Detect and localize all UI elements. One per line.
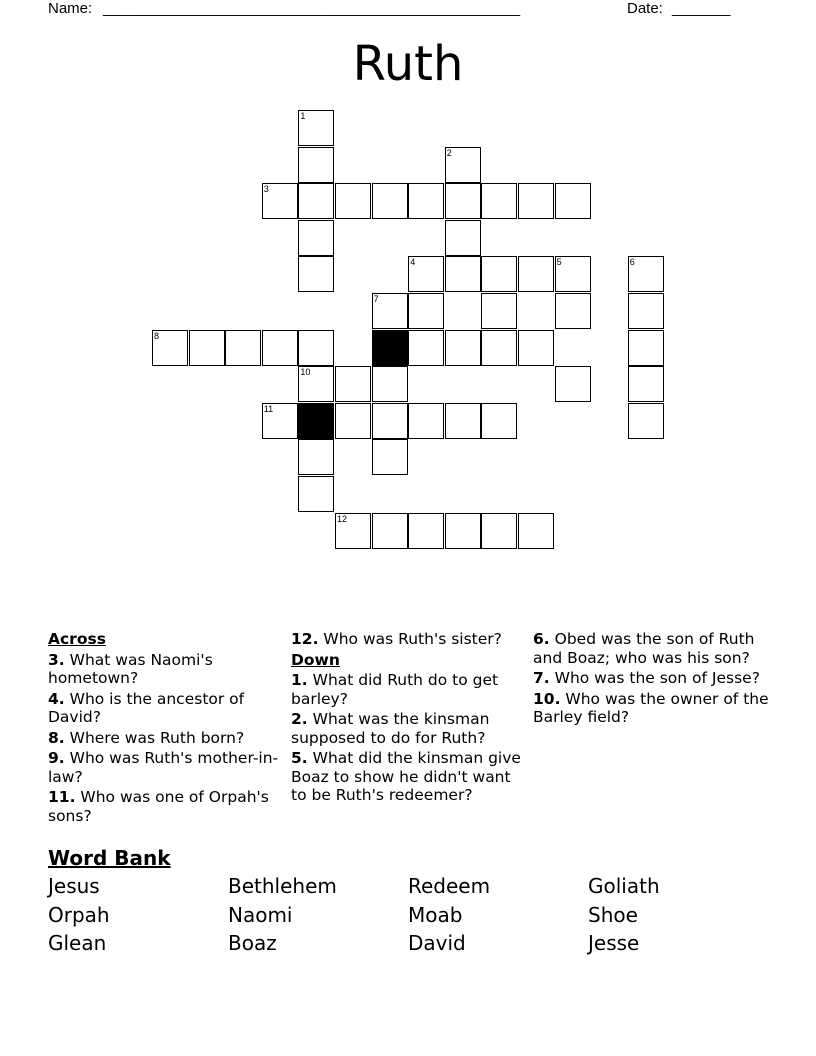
grid-cell[interactable] [445,513,481,549]
grid-cell[interactable] [298,110,334,146]
name-line: __________________________________________________ [103,0,521,17]
grid-cell[interactable] [262,183,298,219]
grid-cell[interactable] [262,330,298,366]
black-cell [372,330,408,366]
clue-down-7: 7. Who was the son of Jesse? [533,669,760,687]
grid-cell[interactable] [518,256,554,292]
grid-cell[interactable] [518,330,554,366]
grid-cell[interactable] [481,183,517,219]
clue-down-5: 5. What did the kinsman give Boaz to show he didn't want to be Ruth's redeemer? [291,749,521,804]
word-bank-item: David [408,931,466,955]
grid-cell[interactable] [445,147,481,183]
grid-cell[interactable] [518,513,554,549]
date-line: _______ [672,0,731,17]
clue-number: 11 [263,403,274,414]
clue-number: 7 [373,294,379,304]
grid-cell[interactable] [298,220,334,256]
clue-number: 1 [300,111,306,121]
grid-cell[interactable] [335,366,371,402]
word-bank-item: Naomi [228,903,293,927]
clue-down-10: 10. Who was the owner of the Barley field? [533,689,769,726]
grid-cell[interactable] [445,256,481,292]
grid-cell[interactable] [628,256,664,292]
clue-across-12: 12. Who was Ruth's sister? [291,630,502,648]
grid-cell[interactable] [481,330,517,366]
word-bank-title: Word Bank [48,846,171,870]
grid-cell[interactable] [445,183,481,219]
down-heading: Down [291,650,340,669]
black-cell [298,403,334,439]
clue-across-11: 11. Who was one of Orpah's sons? [48,788,269,825]
clue-number: 10 [300,367,311,378]
grid-cell[interactable] [335,183,371,219]
clue-across-3: 3. What was Naomi's hometown? [48,650,213,687]
clue-down-2: 2. What was the kinsman supposed to do for Ruth? [291,710,490,747]
clues-column-2 [291,630,523,807]
page-title: Ruth [352,36,464,92]
grid-cell[interactable] [628,330,664,366]
grid-cell[interactable] [225,330,261,366]
grid-cell[interactable] [481,403,517,439]
clue-across-4: 4. Who is the ancestor of David? [48,689,245,726]
grid-cell[interactable] [408,183,444,219]
grid-cell[interactable] [408,256,444,292]
grid-cell[interactable] [555,256,591,292]
clue-number: 4 [410,257,416,268]
clue-number: 3 [263,184,269,195]
clues-column-1 [48,630,280,827]
grid-cell[interactable] [335,513,371,549]
clue-down-6: 6. Obed was the son of Ruth and Boaz; who was his son? [533,630,755,667]
grid-cell[interactable] [628,366,664,402]
grid-cell[interactable] [372,366,408,402]
grid-cell[interactable] [408,293,444,329]
name-label: Name: [48,0,93,17]
grid-cell[interactable] [298,183,334,219]
clue-across-8: 8. Where was Ruth born? [48,728,245,747]
grid-cell[interactable] [372,439,408,475]
grid-cell[interactable] [372,403,408,439]
grid-cell[interactable] [298,256,334,292]
grid-cell[interactable] [445,330,481,366]
word-bank-item: Shoe [588,903,638,927]
grid-cell[interactable] [481,513,517,549]
word-bank-item: Boaz [228,931,277,955]
grid-cell[interactable] [298,330,334,366]
date-label: Date: [627,0,663,17]
grid-cell[interactable] [628,293,664,329]
grid-cell[interactable] [555,366,591,402]
clue-down-1: 1. What did Ruth do to get barley? [291,671,499,708]
grid-cell[interactable] [628,403,664,439]
word-bank-item: Redeem [408,874,491,898]
grid-cell[interactable] [298,147,334,183]
clue-number: 12 [337,513,348,524]
grid-cell[interactable] [445,403,481,439]
word-bank-item: Goliath [588,874,660,898]
word-bank-item: Orpah [48,903,110,927]
word-bank-item: Glean [48,931,107,955]
clues-column-3 [533,630,769,729]
grid-cell[interactable] [298,439,334,475]
grid-cell[interactable] [298,476,334,512]
grid-cell[interactable] [555,293,591,329]
word-bank-item: Jesse [588,931,640,955]
word-bank-item: Moab [408,903,463,927]
word-bank-item: Jesus [48,874,100,898]
grid-cell[interactable] [445,220,481,256]
grid-cell[interactable] [408,403,444,439]
grid-cell[interactable] [372,513,408,549]
clue-number: 5 [556,257,562,268]
grid-cell[interactable] [408,513,444,549]
grid-cell[interactable] [481,256,517,292]
grid-cell[interactable] [372,293,408,329]
grid-cell[interactable] [481,293,517,329]
across-heading: Across [48,630,106,648]
word-bank-item: Bethlehem [228,874,337,898]
grid-cell[interactable] [262,403,298,439]
grid-cell[interactable] [152,330,188,366]
grid-cell[interactable] [189,330,225,366]
grid-cell[interactable] [298,366,334,402]
grid-cell[interactable] [408,330,444,366]
grid-cell[interactable] [372,183,408,219]
grid-cell[interactable] [555,183,591,219]
grid-cell[interactable] [335,403,371,439]
clue-number: 8 [154,330,160,341]
clue-number: 6 [629,257,635,268]
clue-across-9: 9. Who was Ruth's mother-in-law? [48,749,279,786]
clue-number: 2 [446,147,452,158]
grid-cell[interactable] [518,183,554,219]
